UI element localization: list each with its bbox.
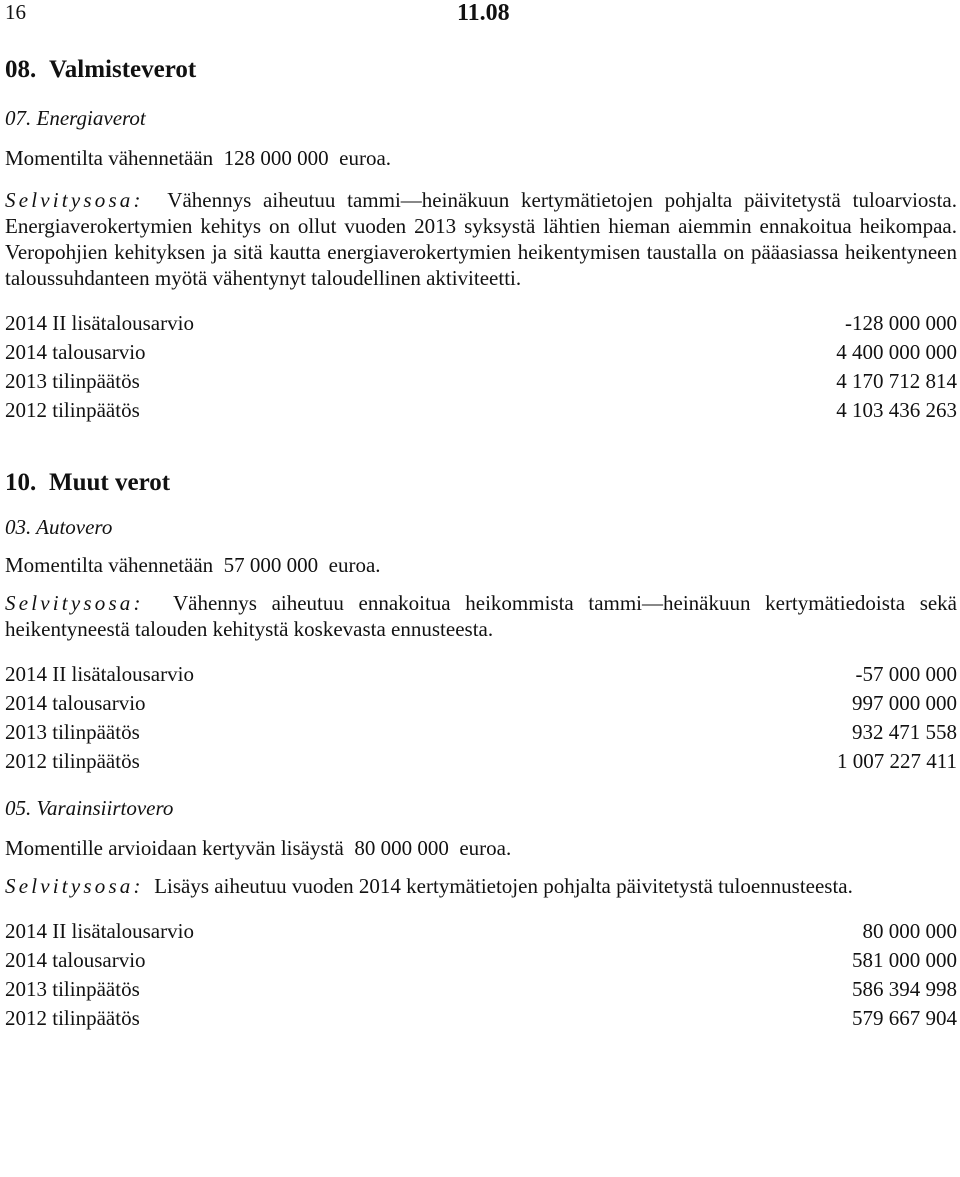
budget-figures-table bbox=[5, 917, 957, 1033]
table-row bbox=[5, 338, 957, 367]
row-label: 2014 talousarvio bbox=[5, 691, 146, 715]
table-row bbox=[5, 660, 957, 689]
item-name: Energiaverot bbox=[36, 106, 146, 130]
table-row bbox=[5, 689, 957, 718]
row-label: 2013 tilinpäätös bbox=[5, 369, 140, 393]
explanation-label: Selvitysosa: bbox=[5, 188, 144, 212]
chapter-number: 11.08 bbox=[457, 0, 510, 26]
explanation-text: Vähennys aiheutuu ennakoitua heikommista tammi—heinäkuun kertymätiedoista sekä heikentyneestä talouden kehitystä koskevasta ennusteesta. bbox=[5, 591, 958, 641]
item-code: 07. bbox=[5, 106, 32, 130]
row-label: 2014 II lisätalousarvio bbox=[5, 311, 194, 335]
row-label: 2014 II lisätalousarvio bbox=[5, 919, 194, 943]
section-title: Muut verot bbox=[49, 469, 171, 496]
row-value: 586 394 998 bbox=[852, 977, 957, 1001]
section-number: 08. bbox=[5, 56, 37, 83]
table-row bbox=[5, 747, 957, 776]
section-heading bbox=[5, 469, 957, 497]
item-code: 03. bbox=[5, 515, 32, 539]
item-code: 05. bbox=[5, 796, 32, 820]
page-header bbox=[5, 0, 957, 36]
row-value: 581 000 000 bbox=[852, 948, 957, 972]
amount-line: Momentilta vähennetään 128 000 000 euroa. bbox=[5, 146, 392, 170]
table-row bbox=[5, 309, 957, 338]
row-label: 2012 tilinpäätös bbox=[5, 398, 140, 422]
item-heading bbox=[5, 796, 957, 821]
item-name: Varainsiirtovero bbox=[36, 796, 174, 820]
section-heading bbox=[5, 56, 957, 84]
table-row bbox=[5, 917, 957, 946]
row-value: 579 667 904 bbox=[852, 1006, 957, 1030]
row-label: 2012 tilinpäätös bbox=[5, 749, 140, 773]
explanation-paragraph bbox=[5, 590, 957, 642]
item-name: Autovero bbox=[36, 515, 113, 539]
table-row bbox=[5, 946, 957, 975]
table-row bbox=[5, 1004, 957, 1033]
row-label: 2013 tilinpäätös bbox=[5, 977, 140, 1001]
table-row bbox=[5, 367, 957, 396]
row-label: 2012 tilinpäätös bbox=[5, 1006, 140, 1030]
row-value: -57 000 000 bbox=[855, 662, 957, 686]
budget-figures-table bbox=[5, 309, 957, 425]
item-heading bbox=[5, 106, 957, 131]
row-label: 2013 tilinpäätös bbox=[5, 720, 140, 744]
row-label: 2014 talousarvio bbox=[5, 340, 146, 364]
table-row bbox=[5, 396, 957, 425]
section-title: Valmisteverot bbox=[49, 56, 197, 83]
row-label: 2014 II lisätalousarvio bbox=[5, 662, 194, 686]
row-value: -128 000 000 bbox=[845, 311, 957, 335]
page-number: 16 bbox=[5, 0, 26, 24]
amount-line: Momentilta vähennetään 57 000 000 euroa. bbox=[5, 553, 381, 577]
row-value: 997 000 000 bbox=[852, 691, 957, 715]
explanation-paragraph bbox=[5, 187, 957, 291]
row-value: 1 007 227 411 bbox=[837, 749, 957, 773]
row-value: 932 471 558 bbox=[852, 720, 957, 744]
explanation-text: Lisäys aiheutuu vuoden 2014 kertymätietojen pohjalta päivitetystä tuloennusteesta. bbox=[154, 874, 853, 898]
section-number: 10. bbox=[5, 469, 37, 496]
row-value: 4 103 436 263 bbox=[836, 398, 957, 422]
row-value: 4 170 712 814 bbox=[836, 369, 957, 393]
explanation-paragraph bbox=[5, 873, 957, 899]
row-value: 4 400 000 000 bbox=[836, 340, 957, 364]
item-heading bbox=[5, 515, 957, 540]
document-page bbox=[5, 0, 957, 1033]
budget-figures-table bbox=[5, 660, 957, 776]
row-value: 80 000 000 bbox=[862, 919, 957, 943]
amount-line: Momentille arvioidaan kertyvän lisäystä 80 000 000 euroa. bbox=[5, 836, 512, 860]
table-row bbox=[5, 718, 957, 747]
explanation-label: Selvitysosa: bbox=[5, 874, 144, 898]
explanation-text: Vähennys aiheutuu tammi—heinäkuun kertymätietojen pohjalta päivitetystä tuloarviosta. Energiaverokertymien kehitys on ollut vuoden 2013 syksystä lähtien hieman aiemmin ennakoitua heikompaa. Veropohjien kehityksen ja sitä kautta energiaverokertymien heikentymisen taustalla on pääasiassa heikentyneen taloussuhdanteen myötä vähentynyt taloudellinen aktiviteetti. bbox=[5, 188, 958, 290]
row-label: 2014 talousarvio bbox=[5, 948, 146, 972]
explanation-label: Selvitysosa: bbox=[5, 591, 144, 615]
table-row bbox=[5, 975, 957, 1004]
